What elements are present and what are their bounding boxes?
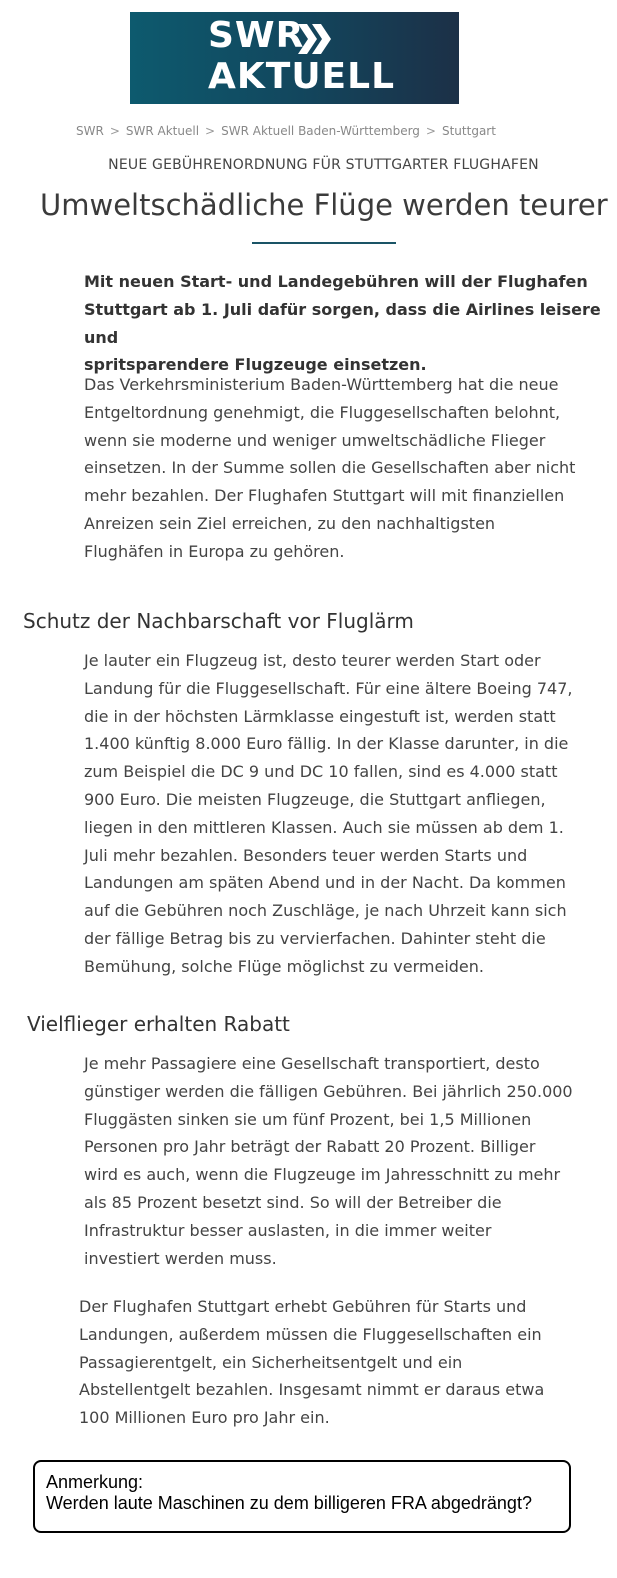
text-line: Je mehr Passagiere eine Gesellschaft transportiert, desto	[84, 1054, 540, 1073]
text-line: einsetzen. In der Summe sollen die Gesellschaften aber nicht	[84, 458, 576, 478]
section-heading-vielflieger: Vielflieger erhalten Rabatt	[27, 1012, 290, 1036]
article-lead	[84, 268, 617, 379]
breadcrumb-separator: >	[425, 124, 436, 138]
text-line: Juli mehr bezahlen. Besonders teuer werden Starts und	[84, 845, 528, 865]
text-line: Passagierentgelt, ein Sicherheitsentgelt und ein	[79, 1352, 463, 1372]
closing-paragraph	[79, 1293, 544, 1432]
text-line: Flughäfen in Europa zu gehören.	[84, 541, 345, 561]
text-line: Das Verkehrsministerium Baden-Württemberg hat die neue	[84, 375, 559, 394]
breadcrumb-link-swr-aktuell-bw[interactable]: SWR Aktuell Baden-Württemberg	[221, 124, 420, 138]
breadcrumb-separator: >	[109, 124, 120, 138]
text-line: 900 Euro. Die meisten Flugzeuge, die Stuttgart anfliegen,	[84, 789, 546, 809]
title-divider	[252, 242, 396, 244]
breadcrumb-link-stuttgart[interactable]: Stuttgart	[441, 124, 496, 138]
text-line: Anreizen sein Ziel erreichen, zu den nachhaltigsten	[84, 513, 496, 533]
breadcrumb-link-swr[interactable]: SWR	[76, 124, 104, 138]
text-line: günstiger werden die fälligen Gebühren. Bei jährlich 250.000	[84, 1081, 573, 1101]
text-line: Bemühung, solche Flüge möglichst zu vermeiden.	[84, 956, 484, 976]
breadcrumb	[76, 124, 496, 138]
text-line: Landung für die Fluggesellschaft. Für eine ältere Boeing 747,	[84, 678, 573, 698]
text-line: Stuttgart ab 1. Juli dafür sorgen, dass die Airlines leisere und	[84, 299, 601, 347]
text-line: investiert werden muss.	[84, 1248, 277, 1268]
breadcrumb-link-swr-aktuell[interactable]: SWR Aktuell	[125, 124, 200, 138]
text-line: als 85 Prozent besetzt sind. So will der Betreiber die	[84, 1192, 502, 1212]
text-line: Personen pro Jahr beträgt der Rabatt 20 Prozent. Billiger	[84, 1137, 536, 1157]
text-line: Fluggästen sinken sie um fünf Prozent, bei 1,5 Millionen	[84, 1109, 532, 1129]
text-line: die in der höchsten Lärmklasse eingestuft ist, werden statt	[84, 706, 556, 726]
breadcrumb-separator: >	[205, 124, 216, 138]
annotation-label: Anmerkung:	[46, 1472, 144, 1492]
text-line: Infrastruktur besser auslasten, in die immer weiter	[84, 1220, 492, 1240]
text-line: Je lauter ein Flugzeug ist, desto teurer werden Start oder	[84, 651, 541, 670]
text-line: wenn sie moderne und weniger umweltschädliche Flieger	[84, 430, 546, 450]
double-chevron-right-icon	[298, 24, 332, 54]
article-kicker: NEUE GEBÜHRENORDNUNG FÜR STUTTGARTER FLUGHAFEN	[108, 157, 539, 173]
text-line: Mit neuen Start- und Landegebühren will der Flughafen	[84, 272, 588, 291]
text-line: spritsparendere Flugzeuge einsetzen.	[84, 355, 427, 375]
text-line: Abstellentgelt bezahlen. Insgesamt nimmt er daraus etwa	[79, 1380, 545, 1400]
annotation-box	[33, 1460, 571, 1533]
text-line: auf die Gebühren noch Zuschläge, je nach Uhrzeit kann sich	[84, 901, 567, 921]
section-paragraph-vielflieger	[84, 1050, 573, 1272]
text-line: mehr bezahlen. Der Flughafen Stuttgart will mit finanziellen	[84, 486, 565, 506]
section-paragraph-fluglaerm	[84, 647, 572, 981]
annotation-text: Werden laute Maschinen zu dem billigeren FRA abgedrängt?	[46, 1493, 532, 1513]
article-title: Umweltschädliche Flüge werden teurer	[40, 188, 608, 222]
text-line: 1.400 künftig 8.000 Euro fällig. In der Klasse darunter, in die	[84, 734, 569, 754]
section-heading-fluglaerm: Schutz der Nachbarschaft vor Fluglärm	[23, 609, 414, 633]
article-intro-paragraph	[84, 371, 575, 566]
text-line: liegen in den mittleren Klassen. Auch sie müssen ab dem 1.	[84, 817, 564, 837]
logo-text-aktuell: AKTUELL	[208, 56, 396, 97]
text-line: wird es auch, wenn die Flugzeuge im Jahresschnitt zu mehr	[84, 1165, 561, 1185]
text-line: der fällige Betrag bis zu vervierfachen. Dahinter steht die	[84, 928, 546, 948]
text-line: Landungen am späten Abend und in der Nacht. Da kommen	[84, 873, 566, 893]
logo-text-swr: SWR	[208, 15, 305, 56]
text-line: zum Beispiel die DC 9 und DC 10 fallen, sind es 4.000 statt	[84, 762, 558, 782]
text-line: Landungen, außerdem müssen die Fluggesellschaften ein	[79, 1324, 542, 1344]
swr-aktuell-logo[interactable]	[130, 12, 459, 104]
text-line: 100 Millionen Euro pro Jahr ein.	[79, 1408, 330, 1428]
text-line: Der Flughafen Stuttgart erhebt Gebühren für Starts und	[79, 1297, 527, 1316]
text-line: Entgeltordnung genehmigt, die Fluggesellschaften belohnt,	[84, 402, 561, 422]
